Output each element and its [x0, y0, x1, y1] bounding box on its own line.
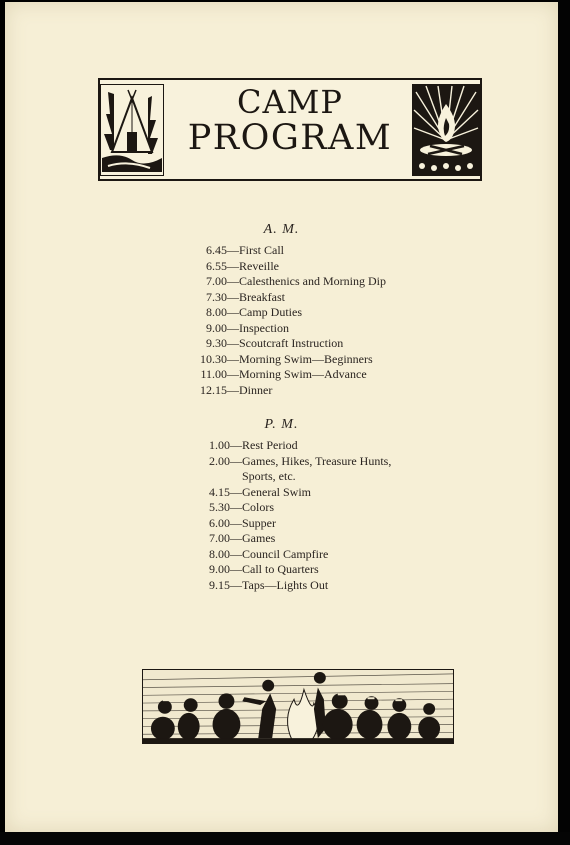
schedule-dash: —	[230, 438, 242, 452]
schedule-item	[177, 352, 373, 367]
schedule-activity: Games	[242, 531, 276, 545]
schedule-item	[180, 547, 328, 562]
schedule-activity: First Call	[239, 243, 285, 257]
schedule-dash: —	[230, 484, 242, 499]
schedule-activity: Dinner	[239, 382, 273, 397]
schedule-dash: —	[227, 243, 239, 257]
schedule-item	[180, 500, 274, 515]
schedule-dash: —	[227, 382, 239, 397]
schedule-activity: Council Campfire	[242, 546, 329, 561]
schedule-time: 9.00	[209, 562, 230, 576]
schedule-activity: Calesthenics and Morning Dip	[239, 274, 386, 288]
schedule-time: 7.30	[206, 289, 227, 304]
campfire-flame-icon	[412, 84, 480, 176]
schedule-dash: —	[227, 274, 239, 288]
schedule-time: 7.00	[209, 531, 230, 545]
title-program: PROGRAM	[187, 118, 393, 158]
schedule-activity: Reveille	[239, 258, 279, 273]
schedule-item	[180, 438, 298, 453]
schedule-dash: —	[230, 546, 242, 561]
scouts-campfire-illustration	[142, 669, 454, 744]
schedule-activity: Morning Swim—Advance	[239, 367, 367, 381]
schedule-time: 12.15	[200, 382, 227, 397]
schedule-activity: Rest Period	[242, 438, 298, 452]
schedule-dash: —	[227, 367, 239, 381]
schedule-activity: Supper	[242, 515, 276, 530]
tipi-tent-icon	[100, 84, 164, 176]
program-page	[5, 2, 558, 832]
scan-border	[0, 832, 570, 845]
schedule-item	[177, 305, 302, 320]
schedule-time: 6.45	[206, 243, 227, 257]
schedule-activity: Inspection	[239, 320, 289, 335]
schedule-item	[177, 274, 386, 289]
schedule-time: 9.00	[206, 320, 227, 335]
schedule-item	[180, 578, 328, 593]
pm-heading: P. M.	[264, 417, 299, 432]
header-banner	[98, 78, 482, 181]
schedule-dash: —	[230, 453, 242, 468]
schedule-item	[180, 516, 276, 531]
schedule-activity: Colors	[242, 500, 275, 514]
schedule-time: 6.00	[209, 515, 230, 530]
schedule-item	[180, 485, 311, 500]
schedule-item	[177, 336, 343, 351]
schedule-activity: Breakfast	[239, 289, 285, 304]
schedule-item	[180, 454, 391, 469]
scan-edge	[558, 0, 570, 845]
schedule-item	[180, 562, 319, 577]
schedule-dash: —	[227, 289, 239, 304]
schedule-time: 9.30	[206, 336, 227, 350]
schedule-time: 11.00	[200, 367, 227, 381]
schedule-continuation: Sports, etc.	[242, 469, 296, 483]
schedule-time: 9.15	[209, 577, 230, 592]
schedule-activity: Scoutcraft Instruction	[239, 336, 344, 350]
schedule-time: 4.15	[209, 484, 230, 499]
schedule-activity: Call to Quarters	[242, 562, 319, 576]
schedule-item	[180, 531, 275, 546]
schedule-activity: Camp Duties	[239, 305, 302, 319]
schedule-activity: General Swim	[242, 484, 311, 499]
schedule-time: 1.00	[209, 438, 230, 452]
schedule-time: 10.30	[200, 351, 227, 366]
schedule-item	[177, 367, 367, 382]
schedule-item	[177, 243, 284, 258]
schedule-activity: Taps—Lights Out	[242, 577, 329, 592]
schedule-dash: —	[227, 336, 239, 350]
schedule-dash: —	[230, 515, 242, 530]
title-camp: CAMP	[237, 83, 343, 121]
schedule-dash: —	[230, 500, 242, 514]
schedule-time: 6.55	[206, 258, 227, 273]
schedule-time: 8.00	[206, 305, 227, 319]
schedule-dash: —	[230, 562, 242, 576]
schedule-dash: —	[230, 577, 242, 592]
schedule-dash: —	[227, 305, 239, 319]
schedule-item	[177, 321, 289, 336]
schedule-time: 8.00	[209, 546, 230, 561]
schedule-activity: Morning Swim—Beginners	[239, 351, 373, 366]
schedule-dash: —	[227, 258, 239, 273]
schedule-item	[177, 259, 279, 274]
schedule-activity: Games, Hikes, Treasure Hunts,	[242, 453, 392, 468]
schedule-dash: —	[227, 320, 239, 335]
schedule-item	[177, 290, 285, 305]
schedule-dash: —	[230, 531, 242, 545]
schedule-time: 5.30	[209, 500, 230, 514]
schedule-time: 7.00	[206, 274, 227, 288]
schedule-dash: —	[227, 351, 239, 366]
schedule-time: 2.00	[209, 453, 230, 468]
am-heading: A. M.	[263, 222, 300, 237]
schedule-item	[177, 383, 272, 398]
page-title	[162, 84, 418, 156]
